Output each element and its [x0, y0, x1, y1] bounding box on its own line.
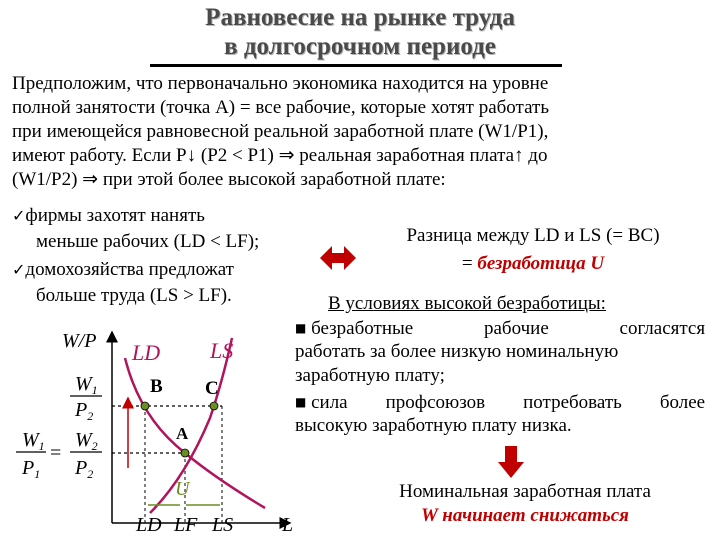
x-tick-lf: LF [174, 514, 198, 536]
point-c [210, 402, 218, 410]
point-b [141, 402, 149, 410]
high-unemployment-heading: В условиях высокой безработицы: [328, 293, 606, 314]
down-arrow-icon [498, 446, 524, 478]
square-bullet-icon: ■ [295, 321, 307, 335]
intro-line-3: при имеющейся равновесной реальной заработной плате (W1/P1), [12, 121, 549, 142]
intro-line-2: полной занятости (точка А) = все рабочие, которые хотят работать [12, 97, 550, 118]
svg-text:W1: $W_1$ [75, 373, 98, 397]
svg-text:P2: $P_2$ [75, 399, 94, 423]
difference-line-1: Разница между LD и LS (= BC) [406, 225, 660, 246]
bullet-1-line-1: безработные рабочие согласятся [311, 318, 706, 339]
intro-line-1: Предположим, что первоначально экономика находится на уровне [12, 73, 549, 94]
x-tick-ld: LD [136, 514, 162, 536]
bullet-1-line-2: работать за более низкую номинальную [295, 341, 619, 362]
households-line-1: домохозяйства предложат [25, 259, 234, 280]
supply-label: LS [210, 338, 234, 363]
firms-line-2: меньше рабочих (LD < LF); [36, 231, 260, 252]
firms-line-1: фирмы захотят нанять [25, 205, 205, 226]
unemployment-gap-label: U [175, 478, 190, 500]
square-bullet-icon: ■ [295, 395, 307, 409]
households-line-2: больше труда (LS > LF). [36, 285, 232, 306]
intro-line-4: имеют работу. Если P↓ (P2 < P1) ⇒ реальная заработная плата↑ до [12, 145, 548, 166]
demand-curve [125, 358, 265, 508]
bullet-1-line-3: заработную плату; [295, 365, 445, 386]
point-c-label: C [205, 378, 219, 399]
checkmark-icon: ✓ [12, 260, 26, 279]
svg-text:P2: $P_2$ [75, 457, 94, 481]
x-axis-label: L [282, 514, 294, 536]
supply-curve [150, 338, 232, 513]
point-b-label: B [150, 376, 163, 397]
unemployment-term: безработица U [477, 253, 605, 274]
point-a-label: A [176, 424, 189, 443]
difference-line-2: = безработица U [461, 253, 605, 274]
title-divider [150, 64, 562, 67]
demand-label: LD [132, 340, 161, 365]
conclusion-line-1: Номинальная заработная плата [399, 481, 651, 502]
svg-text:P1: $P_1$ [22, 457, 41, 481]
y-axis-label: W/P [62, 330, 97, 352]
firms-bullet [12, 204, 205, 228]
x-tick-ls: LS [212, 514, 234, 536]
unions-bullet [295, 390, 709, 415]
conclusion-line-2: W начинает снижаться [421, 505, 629, 526]
page-title-line2: в долгосрочном периоде [224, 33, 496, 60]
bullet-2-line-1: сила профсоюзов потребовать более [311, 392, 706, 413]
households-bullet [12, 258, 234, 282]
point-a [181, 449, 189, 457]
page-title-line1: Равновесие на рынке труда [205, 4, 515, 31]
double-arrow-icon [318, 238, 358, 278]
intro-line-5: (W1/P2) ⇒ при этой более высокой заработной плате: [12, 169, 446, 190]
svg-text:W2: $W_2$ [75, 429, 98, 453]
svg-text:=: = [50, 442, 62, 464]
svg-text:W1: $W_1$ [22, 429, 45, 453]
checkmark-icon: ✓ [12, 206, 26, 225]
unemployed-bullet [295, 316, 709, 341]
bullet-2-line-2: высокую заработную плату низка. [295, 415, 572, 436]
